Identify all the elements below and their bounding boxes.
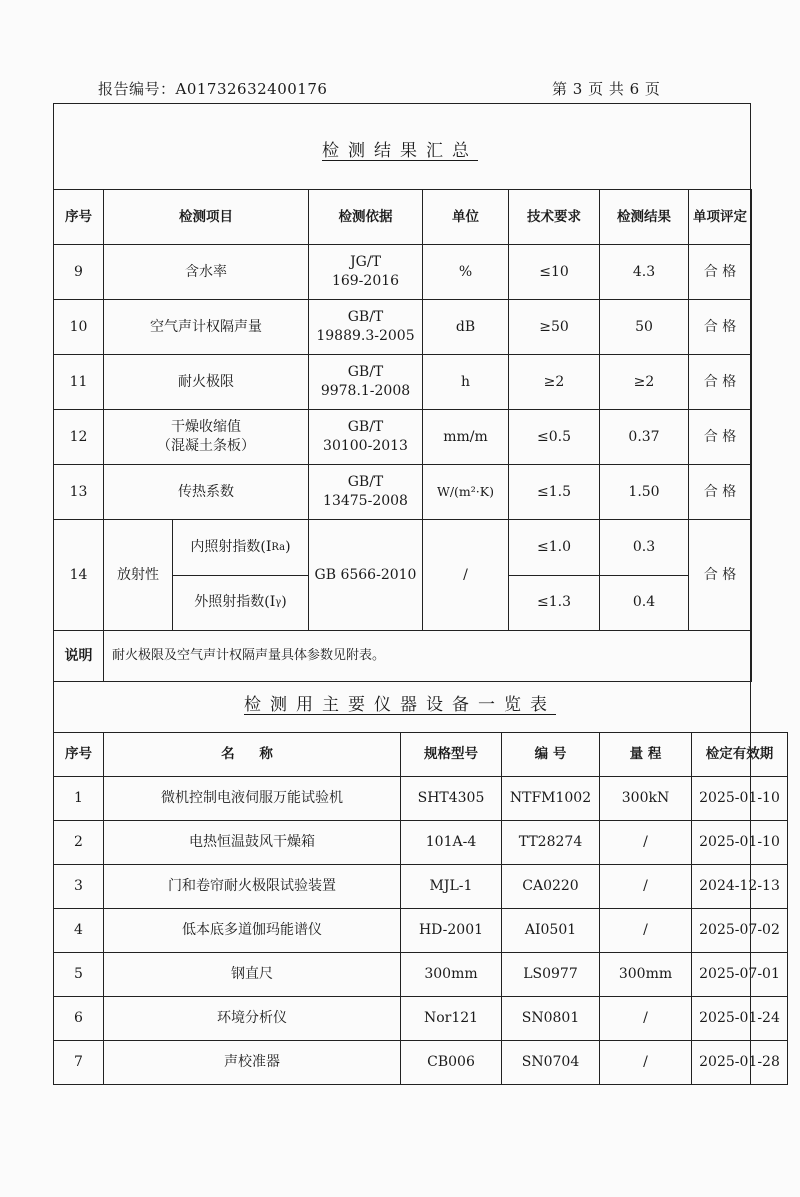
table-row [54, 355, 752, 410]
eq-no: 6 [54, 997, 104, 1041]
eq-valid: 2025-01-24 [692, 997, 788, 1041]
row-eval: 合 格 [689, 245, 752, 300]
col-header: 编 号 [502, 733, 600, 777]
eq-model: HD-2001 [401, 909, 502, 953]
row-basis [309, 245, 423, 300]
row-unit: dB [423, 300, 509, 355]
summary-title: 检测结果汇总 [322, 141, 478, 161]
radiation-label: 放射性 [104, 520, 173, 630]
row-basis [309, 410, 423, 465]
eq-code: AI0501 [502, 909, 600, 953]
page-indicator: 第 3 页 共 6 页 [552, 80, 661, 98]
row-basis: GB 6566-2010 [309, 520, 423, 631]
table-row [54, 997, 788, 1041]
row-basis [309, 355, 423, 410]
eq-range: / [600, 821, 692, 865]
row-eval: 合 格 [689, 355, 752, 410]
row-no: 14 [54, 520, 104, 631]
row-eval: 合 格 [689, 520, 752, 631]
row-req: ≤0.5 [509, 410, 600, 465]
internal-exposure-index [173, 520, 308, 576]
eq-range: / [600, 909, 692, 953]
eq-model: SHT4305 [401, 777, 502, 821]
row-req: ≥50 [509, 300, 600, 355]
row-item: 含水率 [104, 245, 309, 300]
eq-valid: 2025-01-10 [692, 777, 788, 821]
col-header: 检测项目 [104, 190, 309, 245]
subscript: γ [275, 597, 282, 608]
eq-no: 2 [54, 821, 104, 865]
col-header: 单位 [423, 190, 509, 245]
row-req: ≤10 [509, 245, 600, 300]
item-line: 干燥收缩值 [171, 419, 241, 436]
eq-code: LS0977 [502, 953, 600, 997]
row-result: 50 [600, 300, 689, 355]
eq-valid: 2025-01-28 [692, 1041, 788, 1085]
row-req: ≤1.5 [509, 465, 600, 520]
row-result: 0.3 [600, 520, 689, 576]
eq-name: 微机控制电液伺服万能试验机 [104, 777, 401, 821]
basis-line: 169-2016 [331, 273, 400, 289]
summary-header-row [54, 190, 752, 245]
basis-line: GB/T [347, 419, 384, 436]
report-number: 报告编号：A01732632400176 [98, 80, 328, 98]
eq-name: 门和卷帘耐火极限试验装置 [104, 865, 401, 909]
row-basis [309, 300, 423, 355]
basis-line: 9978.1-2008 [320, 383, 411, 399]
eq-valid: 2025-07-01 [692, 953, 788, 997]
table-row [54, 410, 752, 465]
eq-no: 1 [54, 777, 104, 821]
eq-no: 7 [54, 1041, 104, 1085]
col-header: 量 程 [600, 733, 692, 777]
eq-code: SN0704 [502, 1041, 600, 1085]
table-row [54, 953, 788, 997]
eq-range: 300kN [600, 777, 692, 821]
note-label: 说明 [54, 631, 104, 682]
table-row [54, 1041, 788, 1085]
table-row [54, 300, 752, 355]
eq-code: TT28274 [502, 821, 600, 865]
subscript: Ra [271, 541, 286, 553]
eq-name: 电热恒温鼓风干燥箱 [104, 821, 401, 865]
eq-no: 3 [54, 865, 104, 909]
table-row [54, 245, 752, 300]
basis-line: JG/T [350, 254, 381, 271]
eq-name: 声校准器 [104, 1041, 401, 1085]
row-unit: % [423, 245, 509, 300]
external-exposure-index [173, 576, 308, 631]
row-no: 9 [54, 245, 104, 300]
eq-range: / [600, 865, 692, 909]
eq-no: 4 [54, 909, 104, 953]
table-row [54, 465, 752, 520]
paren-close: ) [281, 594, 287, 611]
row-item [104, 410, 309, 465]
eq-model: CB006 [401, 1041, 502, 1085]
eq-name: 低本底多道伽玛能谱仪 [104, 909, 401, 953]
row-result: 0.4 [600, 575, 689, 631]
col-header: 技术要求 [509, 190, 600, 245]
equipment-title: 检测用主要仪器设备一览表 [244, 695, 556, 715]
row-req: ≤1.3 [509, 575, 600, 631]
eq-valid: 2024-12-13 [692, 865, 788, 909]
row-req: ≥2 [509, 355, 600, 410]
basis-line: GB/T [347, 364, 384, 381]
table-row [54, 909, 788, 953]
eq-range: / [600, 997, 692, 1041]
col-header: 检测结果 [600, 190, 689, 245]
col-header: 单项评定 [689, 190, 752, 245]
row-result: 1.50 [600, 465, 689, 520]
equipment-header-row [54, 733, 788, 777]
basis-line: 19889.3-2005 [316, 328, 415, 344]
col-header: 名 称 [104, 733, 401, 777]
row-unit: W/(m²·K) [423, 465, 509, 520]
col-header: 检测依据 [309, 190, 423, 245]
table-row [54, 821, 788, 865]
row-result: 0.37 [600, 410, 689, 465]
row-unit: / [423, 520, 509, 631]
col-header: 序号 [54, 190, 104, 245]
basis-line: 13475-2008 [323, 493, 408, 509]
paren-close: ) [285, 538, 291, 555]
summary-table [53, 189, 752, 682]
col-header: 序号 [54, 733, 104, 777]
eq-range: 300mm [600, 953, 692, 997]
col-header: 检定有效期 [692, 733, 788, 777]
row-req: ≤1.0 [509, 520, 600, 576]
eq-model: MJL-1 [401, 865, 502, 909]
sub-label: 内照射指数(I [190, 538, 272, 555]
note-row [54, 631, 752, 682]
table-row [54, 777, 788, 821]
row-result: ≥2 [600, 355, 689, 410]
row-no: 10 [54, 300, 104, 355]
eq-model: 101A-4 [401, 821, 502, 865]
row-basis [309, 465, 423, 520]
row-no: 13 [54, 465, 104, 520]
note-text: 耐火极限及空气声计权隔声量具体参数见附表。 [104, 631, 752, 682]
row-unit: mm/m [423, 410, 509, 465]
equipment-table [53, 732, 788, 1085]
table-row [54, 865, 788, 909]
sub-label: 外照射指数(I [194, 594, 276, 611]
eq-no: 5 [54, 953, 104, 997]
row-no: 11 [54, 355, 104, 410]
col-header: 规格型号 [401, 733, 502, 777]
eq-code: NTFM1002 [502, 777, 600, 821]
eq-range: / [600, 1041, 692, 1085]
basis-line: GB/T [347, 309, 384, 326]
radiation-item-cell [104, 520, 309, 631]
row-no: 12 [54, 410, 104, 465]
row-eval: 合 格 [689, 465, 752, 520]
eq-code: SN0801 [502, 997, 600, 1041]
eq-model: Nor121 [401, 997, 502, 1041]
row-item: 空气声计权隔声量 [104, 300, 309, 355]
eq-name: 钢直尺 [104, 953, 401, 997]
basis-line: 30100-2013 [323, 438, 408, 454]
row-result: 4.3 [600, 245, 689, 300]
item-line: （混凝土条板） [157, 438, 255, 454]
row-item: 传热系数 [104, 465, 309, 520]
basis-line: GB/T [347, 474, 384, 491]
row-eval: 合 格 [689, 300, 752, 355]
eq-valid: 2025-07-02 [692, 909, 788, 953]
eq-code: CA0220 [502, 865, 600, 909]
table-row [54, 520, 752, 576]
row-unit: h [423, 355, 509, 410]
eq-model: 300mm [401, 953, 502, 997]
eq-valid: 2025-01-10 [692, 821, 788, 865]
eq-name: 环境分析仪 [104, 997, 401, 1041]
row-eval: 合 格 [689, 410, 752, 465]
row-item: 耐火极限 [104, 355, 309, 410]
